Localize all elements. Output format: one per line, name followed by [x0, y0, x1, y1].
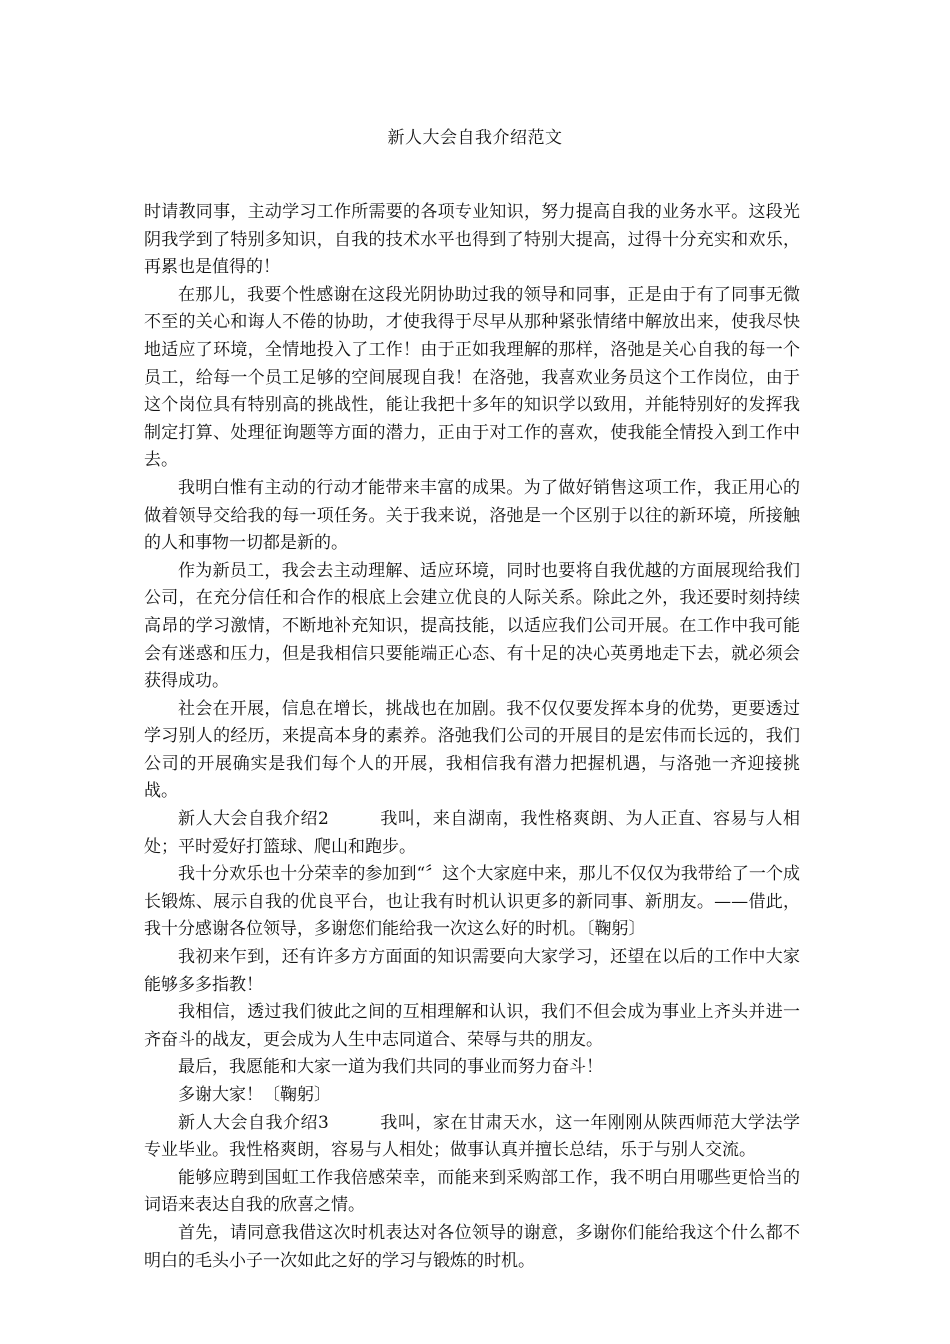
section-intro-2: [144, 806, 800, 861]
paragraph: 我相信，透过我们彼此之间的互相理解和认识，我们不但会成为事业上齐头并进一齐奋斗的战友，更会成为人生中志同道合、荣辱与共的朋友。: [144, 1002, 800, 1050]
paragraph: 我明白惟有主动的行动才能带来丰富的成果。为了做好销售这项工作，我正用心的做着领导交给我的每一项任务。关于我来说，洛弛是一个区别于以往的新环境，所接触的人和事物一切都是新的。: [144, 477, 800, 554]
paragraph: 能够应聘到国虹工作我倍感荣幸，而能来到采购部工作，我不明白用哪些更恰当的词语来表达自我的欣喜之情。: [144, 1167, 800, 1216]
section-text-2: 我叫，来自湖南，我性格爽朗、为人正直、容易与人相处；平时爱好打篮球、爬山和跑步。: [144, 809, 800, 857]
paragraph: 社会在开展，信息在增长，挑战也在加剧。我不仅仅要发挥本身的优势，更要透过学习别人的经历，来提高本身的素养。洛弛我们公司的开展目的是宏伟而长远的，我们公司的开展确实是我们每个人的开展，我相信我有潜力把握机遇，与洛弛一齐迎接挑战。: [144, 698, 800, 802]
paragraph: 最后，我愿能和大家一道为我们共同的事业而努力奋斗！: [178, 1057, 603, 1078]
paragraph: 时请教同事，主动学习工作所需要的各项专业知识，努力提高自我的业务水平。这段光阴我学到了特别多知识，自我的技术水平也得到了特别大提高，过得十分充实和欢乐，再累也是值得的！: [144, 202, 800, 278]
document-title: 新人大会自我介绍范文: [387, 128, 563, 148]
section-heading-2: 新人大会自我介绍2: [178, 809, 329, 830]
paragraph: 首先，请同意我借这次时机表达对各位领导的谢意，多谢你们能给我这个什么都不明白的毛头小子一次如此之好的学习与锻炼的时机。: [144, 1222, 800, 1271]
section-intro-3: [144, 1110, 800, 1165]
section-heading-3: 新人大会自我介绍3: [178, 1112, 329, 1133]
paragraph: 作为新员工，我会去主动理解、适应环境，同时也要将自我优越的方面展现给我们公司，在充分信任和合作的根底上会建立优良的人际关系。除此之外，我还要时刻持续高昂的学习激情，不断地补充知识，提高技能，以适应我们公司开展。在工作中我可能会有迷惑和压力，但是我相信只要能端正心态、有十足的决心英勇地走下去，就必须会获得成功。: [144, 560, 800, 692]
paragraph: 在那儿，我要个性感谢在这段光阴协助过我的领导和同事，正是由于有了同事无微不至的关心和诲人不倦的协助，才使我得于尽早从那种紧张情绪中解放出来，使我尽快地适应了环境，全情地投入了工作！由于正如我理解的那样，洛弛是关心自我的每一个员工，给每一个员工足够的空间展现自我！在洛弛，我喜欢业务员这个工作岗位，由于这个岗位具有特别高的挑战性，能让我把十多年的知识学以致用，并能特别好的发挥我制定打算、处理征询题等方面的潜力，正由于对工作的喜欢，使我能全情投入到工作中去。: [144, 284, 800, 471]
paragraph: 我十分欢乐也十分荣幸的参加到“〞这个大家庭中来，那儿不仅仅为我带给了一个成长锻炼、展示自我的优良平台，也让我有时机认识更多的新同事、新朋友。——借此，我十分感谢各位领导，多谢您们能给我一次这么好的时机。〔鞠躬〕: [144, 864, 800, 940]
paragraph: 多谢大家！〔鞠躬〕: [178, 1085, 331, 1105]
document-body: [144, 199, 800, 1275]
paragraph: 我初来乍到，还有许多方方面面的知识需要向大家学习，还望在以后的工作中大家能够多多指教！: [144, 947, 800, 995]
section-text-3: 我叫，家在甘肃天水，这一年刚刚从陕西师范大学法学专业毕业。我性格爽朗，容易与人相处；做事认真并擅长总结，乐于与别人交流。: [144, 1112, 800, 1161]
